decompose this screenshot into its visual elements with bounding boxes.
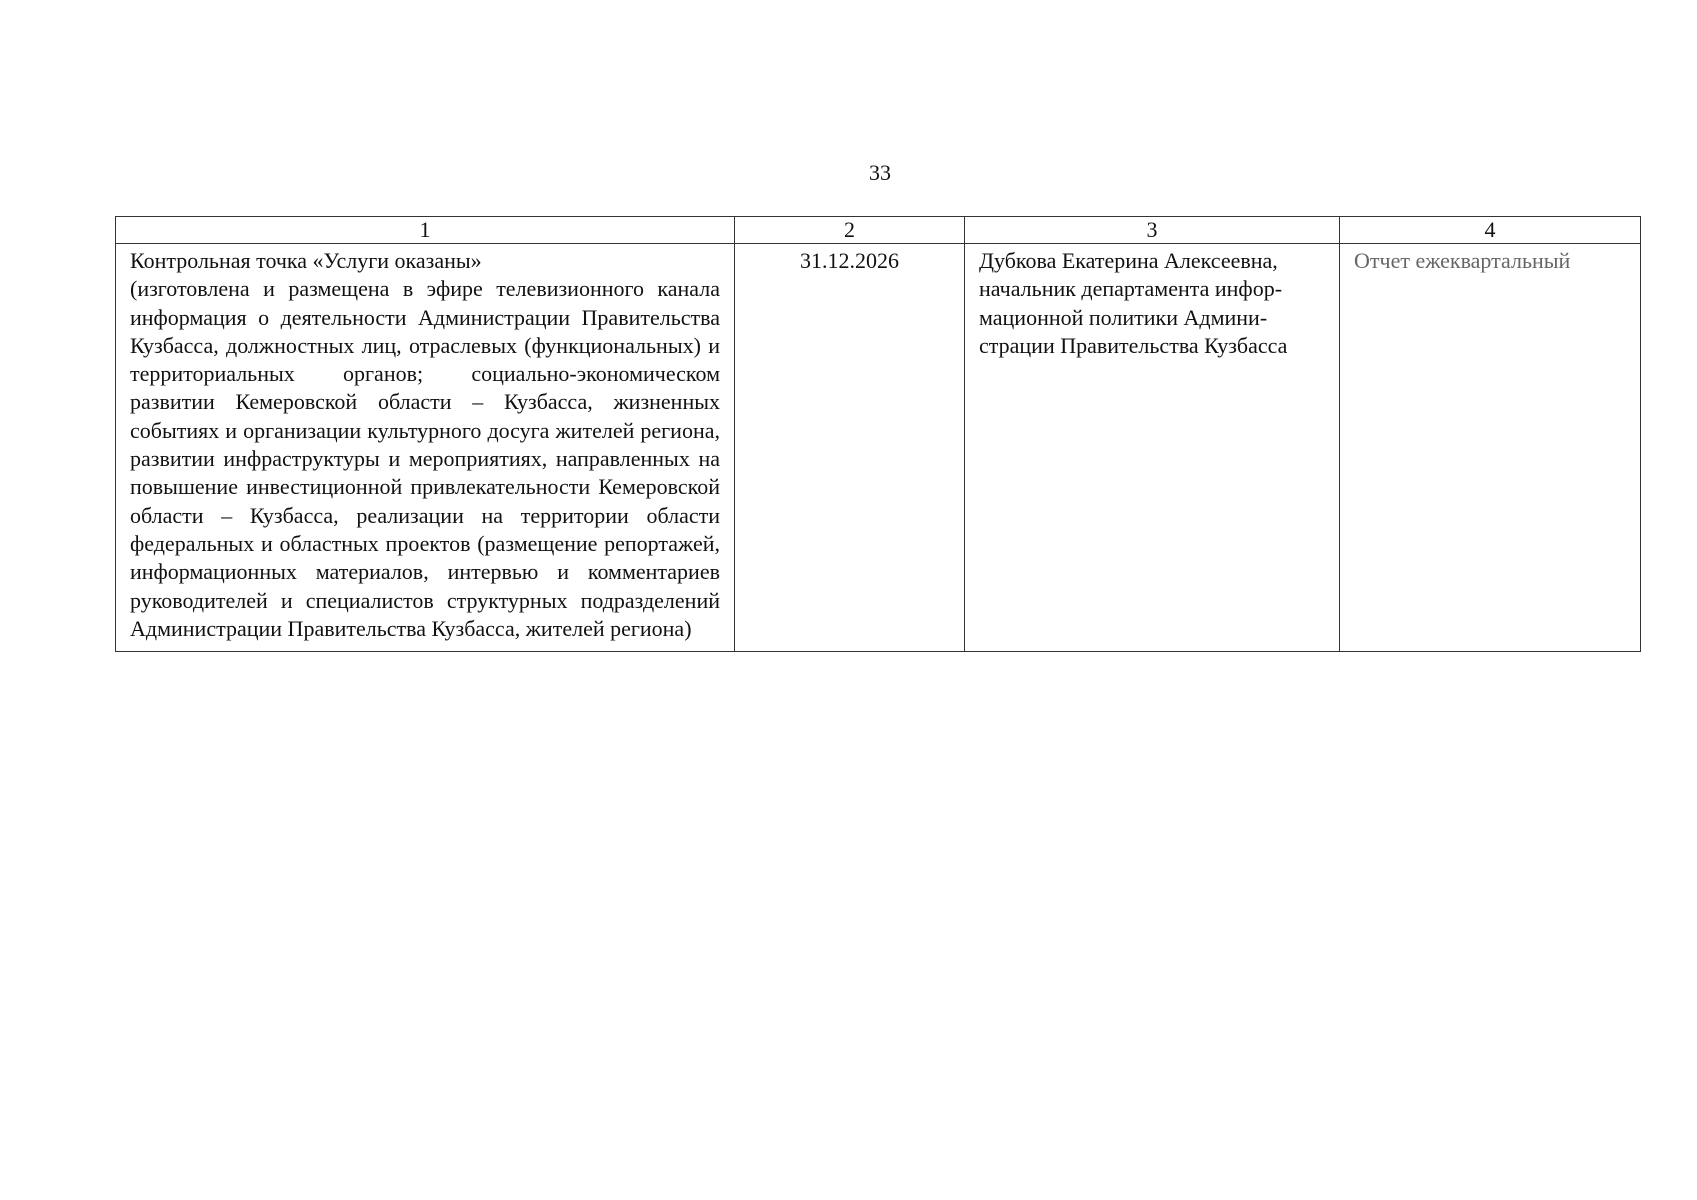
responsible-person-cell: Дубкова Екатерина Алексеевна, начальник департамента информационной политики Администрации Правительства Кузбасса — [965, 244, 1340, 652]
table-row — [116, 244, 1641, 652]
column-header-1: 1 — [116, 217, 735, 244]
control-point-table — [115, 216, 1641, 652]
control-point-title: Контрольная точка «Услуги оказаны» — [130, 248, 482, 273]
column-header-2: 2 — [735, 217, 965, 244]
control-point-description: (изготовлена и размещена в эфире телевизионного канала информация о деятельности Администрации Правительства Кузбасса, должностных лиц, отраслевых (функциональных) и территориальных органов; социально-экономическом развитии Кемеровской области – Кузбасса, жизненных событиях и организации культурного досуга жителей региона, развитии инфраструктуры и мероприятиях, направленных на повышение инвестиционной привлекательности Кемеровской области – Кузбасса, реализации на территории области федеральных и областных проектов (размещение репортажей, информационных материалов, интервью и комментариев руководителей и специалистов структурных подразделений Администрации Правительства Кузбасса, жителей региона) — [130, 276, 720, 641]
deadline-date-cell: 31.12.2026 — [735, 244, 965, 652]
column-header-3: 3 — [965, 217, 1340, 244]
control-point-cell — [116, 244, 735, 652]
column-header-4: 4 — [1340, 217, 1641, 244]
report-type-cell: Отчет ежеквартальный — [1340, 244, 1641, 652]
page-number: 33 — [869, 160, 891, 185]
table-header-row — [116, 217, 1641, 244]
